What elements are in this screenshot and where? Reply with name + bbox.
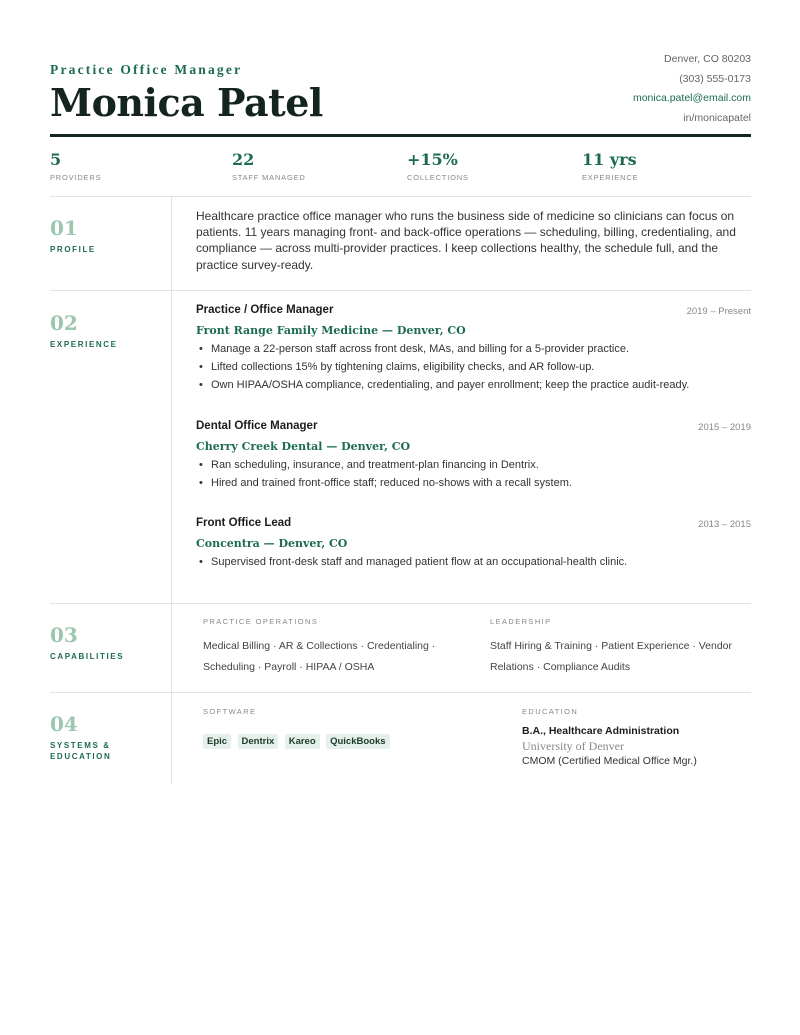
stat-label: EXPERIENCE — [582, 173, 639, 182]
stat-label: PROVIDERS — [50, 173, 102, 182]
section-number: 03 — [50, 623, 78, 647]
job-bullets — [196, 553, 627, 571]
section-title — [50, 740, 111, 762]
education-certification: CMOM (Certified Medical Office Mgr.) — [522, 755, 697, 767]
stat-value: 11 yrs — [582, 150, 637, 169]
stat-label: COLLECTIONS — [407, 173, 469, 182]
contact-email-link[interactable]: monica.patel@email.com — [632, 92, 751, 104]
software-tags — [203, 731, 493, 749]
contact-location: Denver, CO 80203 — [664, 53, 751, 65]
stats-row — [50, 150, 751, 190]
job-role-title: Practice Office Manager — [50, 62, 243, 77]
job-bullets — [196, 340, 689, 394]
software-tag: QuickBooks — [326, 734, 389, 749]
job-organization: Front Range Family Medicine — Denver, CO — [196, 324, 466, 337]
job-organization: Cherry Creek Dental — Denver, CO — [196, 440, 411, 453]
job-title: Front Office Lead — [196, 517, 292, 529]
stat-label: STAFF MANAGED — [232, 173, 306, 182]
section-divider — [50, 603, 751, 604]
section-label-systems-education — [50, 712, 111, 762]
column-divider — [171, 196, 172, 784]
section-number: 02 — [50, 311, 78, 335]
software-tag: Kareo — [285, 734, 320, 749]
section-title: PROFILE — [50, 245, 96, 254]
stat-value: 22 — [232, 150, 255, 169]
section-title-line: SYSTEMS & — [50, 741, 111, 750]
capability-heading: PRACTICE OPERATIONS — [203, 617, 319, 626]
capability-practice-operations — [203, 617, 478, 678]
section-title-line: EDUCATION — [50, 752, 112, 761]
job-dates: 2015 – 2019 — [698, 422, 751, 433]
job-title: Dental Office Manager — [196, 420, 318, 432]
resume-header — [50, 50, 751, 134]
stat-collections — [407, 150, 469, 182]
experience-entry — [196, 420, 751, 495]
list-item: • Own HIPAA/OSHA compliance, credentialing, and payer enrollment; keep the practice audit-ready. — [196, 376, 689, 394]
job-dates: 2013 – 2015 — [698, 519, 751, 530]
section-divider — [50, 692, 751, 693]
capability-heading: LEADERSHIP — [490, 617, 552, 626]
capability-line: Staff Hiring & Training · Patient Experience · Vendor — [490, 640, 733, 652]
software-tag: Dentrix — [238, 734, 279, 749]
experience-entry — [196, 517, 751, 577]
list-item: • Supervised front-desk staff and managed patient flow at an occupational-health clinic. — [196, 553, 627, 571]
profile-summary: Healthcare practice office manager who runs the business side of medicine so clinicians can focus on patients. 11 years managing front- and back-office operations — scheduling, billing, credentialing, and compliance — across multi-provider practices. I keep collections healthy, the schedule full, and the practice survey-ready. — [196, 209, 736, 272]
candidate-name: Monica Patel — [50, 80, 323, 125]
section-label-experience — [50, 311, 118, 350]
education-school: University of Denver — [522, 739, 624, 753]
list-item: • Ran scheduling, insurance, and treatment-plan financing in Dentrix. — [196, 456, 572, 474]
list-item: • Manage a 22-person staff across front desk, MAs, and billing for a 5-provider practice. — [196, 340, 689, 358]
section-label-profile — [50, 216, 96, 255]
section-title: CAPABILITIES — [50, 652, 125, 661]
list-item: • Lifted collections 15% by tightening claims, eligibility checks, and AR follow-up. — [196, 358, 689, 376]
job-dates: 2019 – Present — [686, 306, 751, 317]
capability-leadership — [490, 617, 751, 678]
education-block — [522, 707, 751, 767]
capability-list — [203, 636, 478, 678]
contact-phone: (303) 555-0173 — [679, 72, 751, 85]
capability-line: Medical Billing · AR & Collections · Credentialing · — [203, 640, 436, 652]
section-number: 04 — [50, 712, 78, 736]
header-divider — [50, 134, 751, 137]
capability-line: Relations · Compliance Audits — [490, 661, 631, 673]
software-tag: Epic — [203, 734, 231, 749]
experience-entry — [196, 304, 751, 399]
stat-providers — [50, 150, 101, 182]
contact-block — [633, 51, 751, 129]
job-title: Practice / Office Manager — [196, 304, 334, 316]
stat-value: +15% — [407, 150, 458, 169]
capability-list — [490, 636, 751, 678]
contact-linkedin-link[interactable]: in/monicapatel — [683, 111, 751, 124]
stat-value: 5 — [50, 150, 62, 169]
software-heading: SOFTWARE — [203, 707, 257, 716]
section-divider — [50, 290, 751, 291]
section-title: EXPERIENCE — [50, 340, 118, 349]
section-divider — [50, 196, 751, 197]
section-label-capabilities — [50, 623, 124, 662]
list-item: • Hired and trained front-office staff; reduced no-shows with a recall system. — [196, 474, 572, 492]
section-number: 01 — [50, 216, 78, 240]
education-degree: B.A., Healthcare Administration — [522, 725, 680, 737]
stat-experience — [582, 150, 638, 182]
capability-line: Scheduling · Payroll · HIPAA / OSHA — [203, 661, 375, 673]
stat-staff-managed — [232, 150, 306, 182]
software-block — [203, 707, 493, 749]
job-organization: Concentra — Denver, CO — [196, 537, 348, 550]
education-heading: EDUCATION — [522, 707, 579, 716]
job-bullets — [196, 456, 572, 492]
